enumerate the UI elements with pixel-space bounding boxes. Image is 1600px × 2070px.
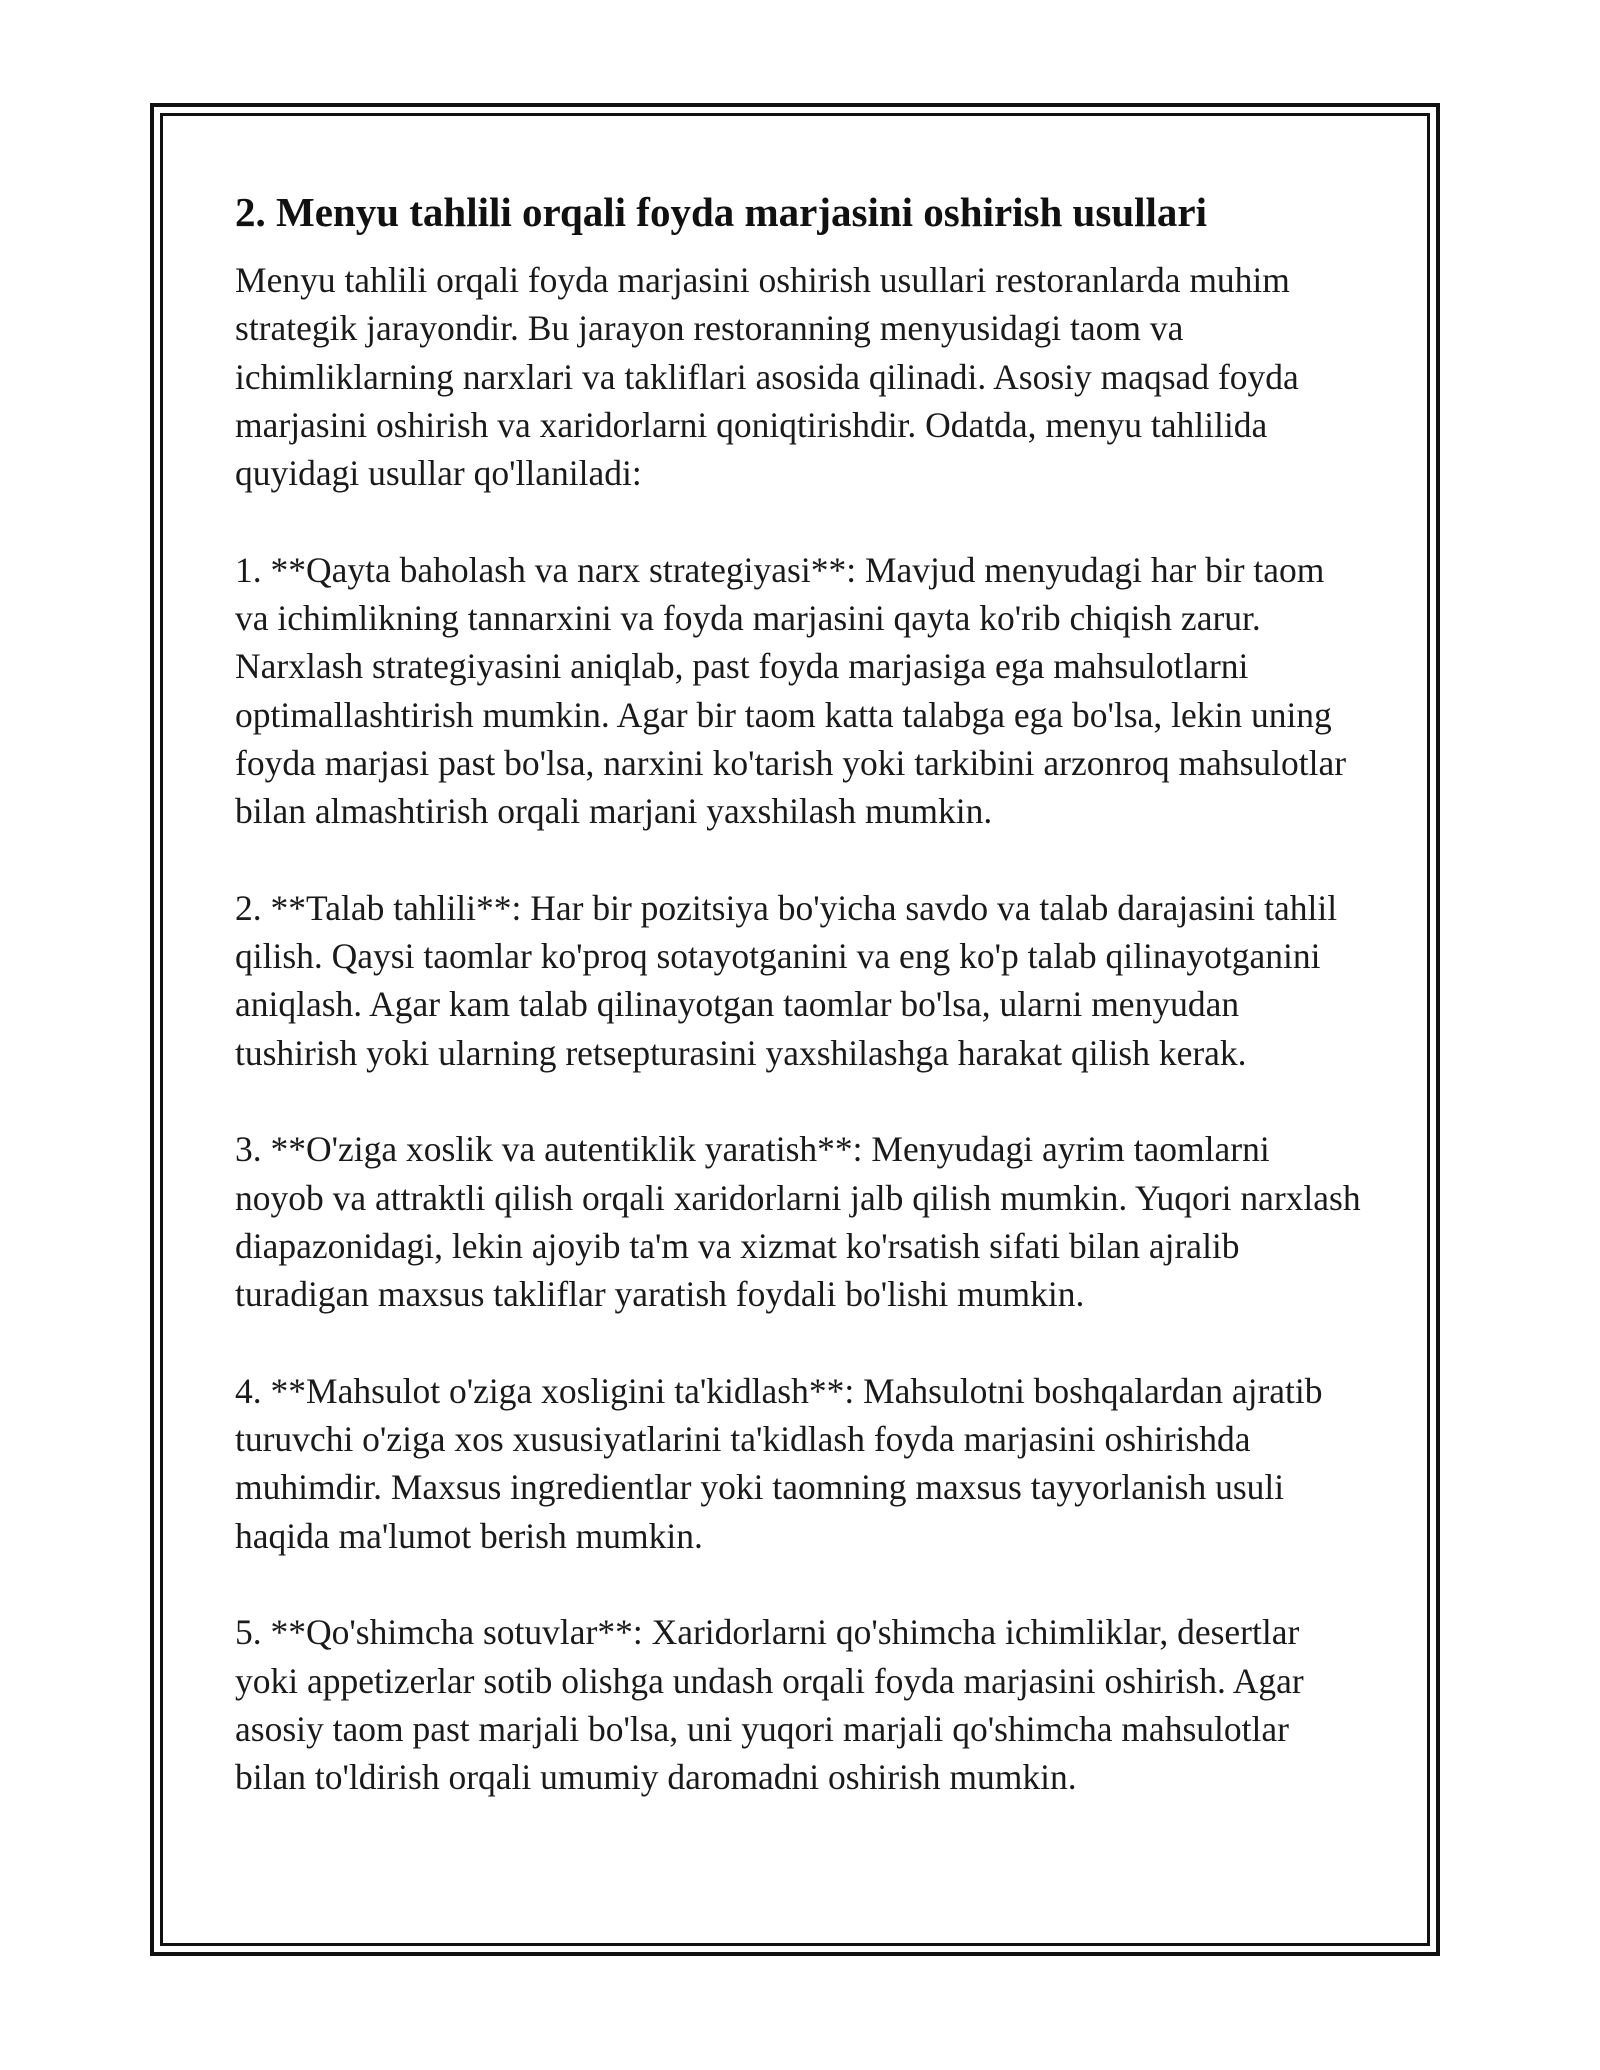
list-item-5-paragraph: 5. **Qo'shimcha sotuvlar**: Xaridorlarni qo'shimcha ichimliklar, desertlar yoki appetizerlar sotib olishga undash orqali foyda marjasini oshirish. Agar asosiy taom past marjali bo'lsa, uni yuqori marjali qo'shimcha mahsulotlar bilan to'ldirish orqali umumiy daromadni oshirish mumkin. [235, 1612, 1304, 1798]
list-item-1-paragraph: 1. **Qayta baholash va narx strategiyasi**: Mavjud menyudagi har bir taom va ichimlikning tannarxini va foyda marjasini qayta ko'rib chiqish zarur. Narxlash strategiyasini aniqlab, past foyda marjasiga ega mahsulotlarni optimallashtirish mumkin. Agar bir taom katta talabga ega bo'lsa, lekin uning foyda marjasi past bo'lsa, narxini ko'tarish yoki tarkibini arzonroq mahsulotlar bilan almashtirish orqali marjani yaxshilash mumkin. [235, 549, 1347, 832]
list-item-2-paragraph: 2. **Talab tahlili**: Har bir pozitsiya bo'yicha savdo va talab darajasini tahlil qilish. Qaysi taomlar ko'proq sotayotganini va eng ko'p talab qilinayotganini aniqlash. Agar kam talab qilinayotgan taomlar bo'lsa, ularni menyudan tushirish yoki ularning retsepturasini yaxshilashga harakat qilish kerak. [235, 887, 1338, 1073]
list-item-3-paragraph: 3. **O'ziga xoslik va autentiklik yaratish**: Menyudagi ayrim taomlarni noyob va attraktli qilish orqali xaridorlarni jalb qilish mumkin. Yuqori narxlash diapazonidagi, lekin ajoyib ta'm va xizmat ko'rsatish sifati bilan ajralib turadigan maxsus takliflar yaratish foydali bo'lishi mumkin. [235, 1129, 1361, 1315]
document-body [235, 186, 1365, 1802]
intro-paragraph: Menyu tahlili orqali foyda marjasini oshirish usullari restoranlarda muhim strategik jarayondir. Bu jarayon restoranning menyusidagi taom va ichimliklarning narxlari va takliflari asosida qilinadi. Asosiy maqsad foyda marjasini oshirish va xaridorlarni qoniqtirishdir. Odatda, menyu tahlilida quyidagi usullar qo'llaniladi: [235, 260, 1299, 494]
list-item-4-paragraph: 4. **Mahsulot o'ziga xosligini ta'kidlash**: Mahsulotni boshqalardan ajratib turuvchi o'ziga xos xususiyatlarini ta'kidlash foyda marjasini oshirishda muhimdir. Maxsus ingredientlar yoki taomning maxsus tayyorlanish usuli haqida ma'lumot berish mumkin. [235, 1370, 1323, 1556]
page-title: 2. Menyu tahlili orqali foyda marjasini oshirish usullari [235, 189, 1207, 235]
